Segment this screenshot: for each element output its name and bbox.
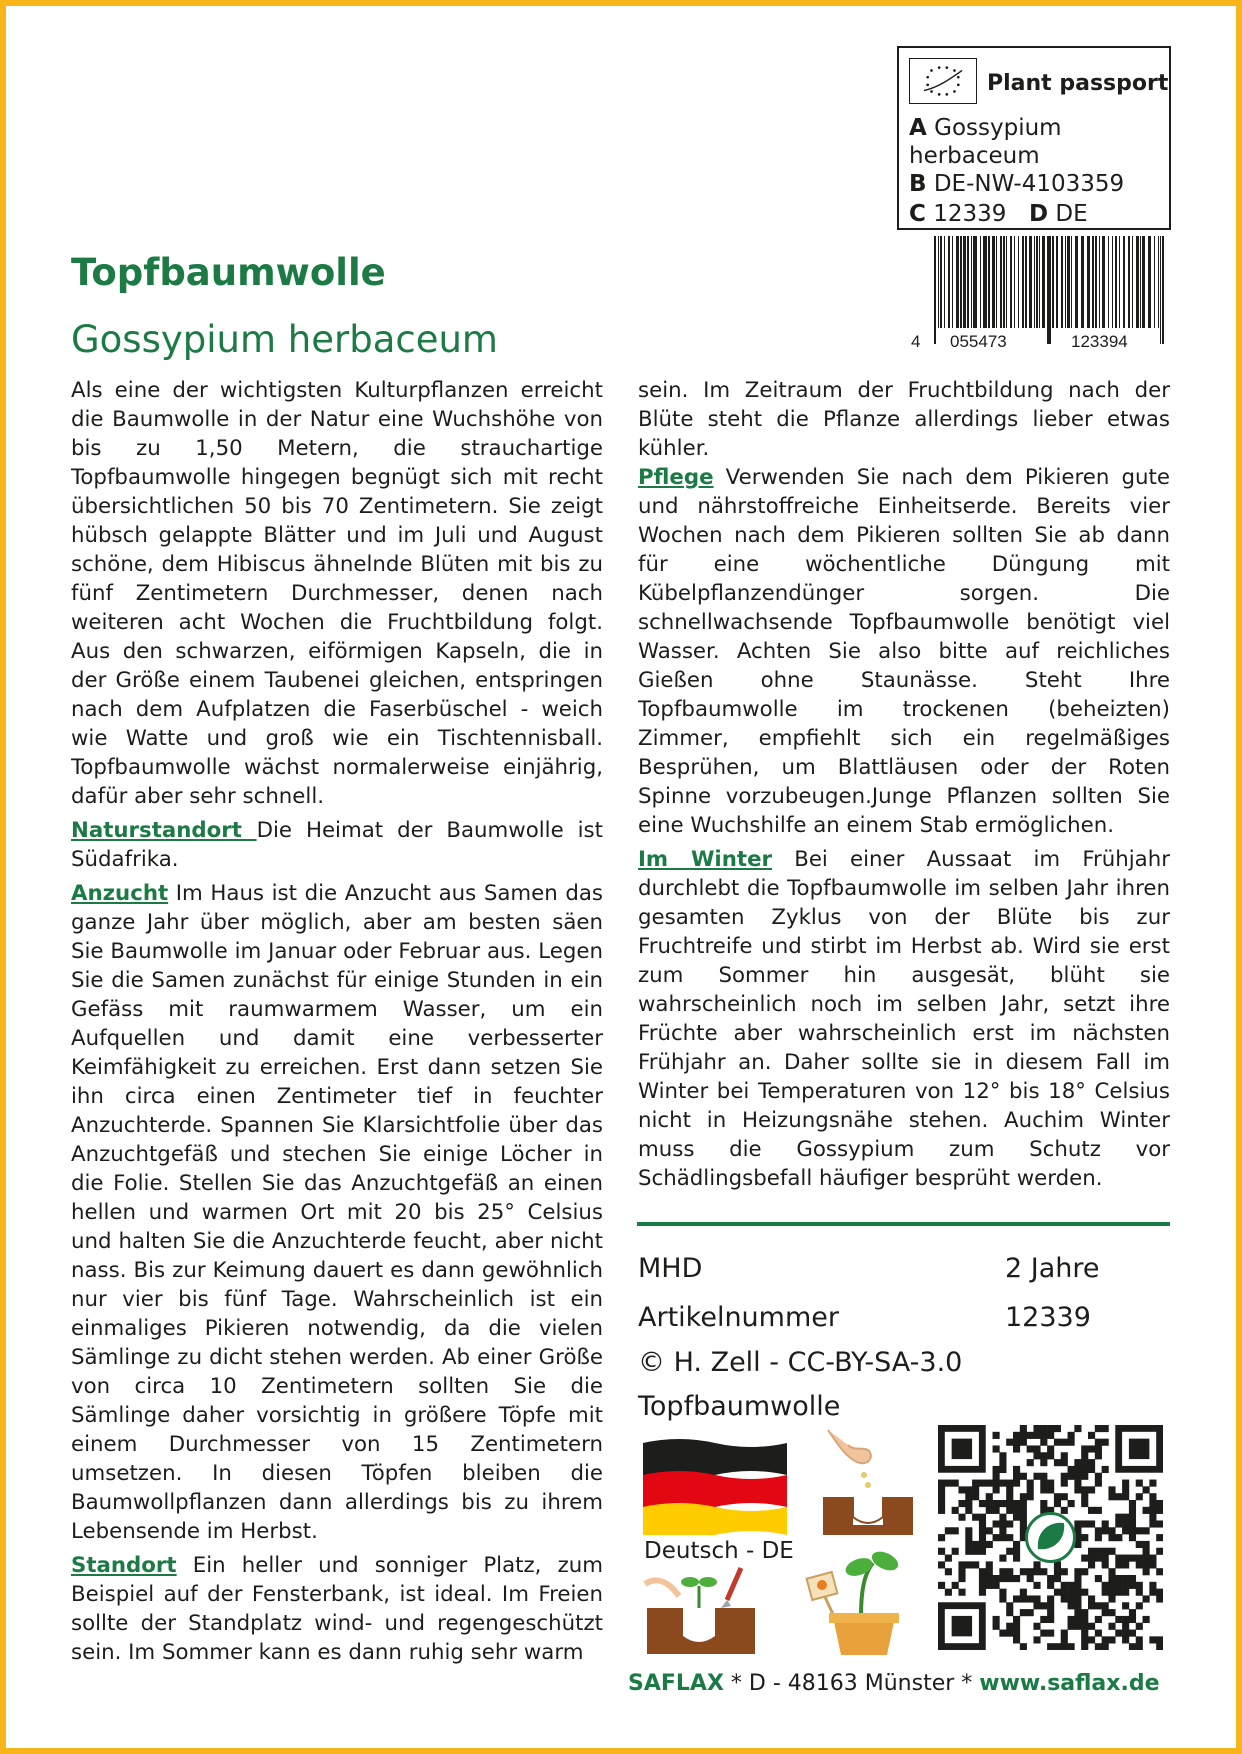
- language-label: Deutsch - DE: [644, 1538, 794, 1564]
- barcode-right-group: 123394: [1071, 332, 1128, 351]
- article-number-label: Artikelnummer: [638, 1302, 839, 1333]
- eu-organic-leaf-icon: [909, 58, 977, 104]
- qr-code-icon: [938, 1425, 1163, 1650]
- plant-passport: [897, 46, 1171, 230]
- pflege-heading: Pflege: [638, 465, 714, 490]
- german-flag-icon: [643, 1437, 787, 1535]
- text-column-right: [638, 376, 1170, 1198]
- product-latin-name: Gossypium herbaceum: [71, 318, 498, 361]
- transplant-icon: [643, 1566, 755, 1654]
- divider: [637, 1222, 1170, 1226]
- mhd-label: MHD: [638, 1253, 703, 1284]
- passport-line-a: A Gossypium herbaceum: [909, 115, 1062, 169]
- passport-line-b: B DE-NW-4103359: [909, 171, 1125, 197]
- passport-line-d: D DE: [1029, 201, 1088, 227]
- barcode-first-digit: 4: [911, 332, 921, 351]
- passport-line-c: C 12339: [909, 201, 1007, 227]
- pflege-paragraph: Pflege Verwenden Sie nach dem Pikieren gute und nährstoffreiche Einheitserde. Bereits vier Wochen nach dem Pikieren sollten Sie ab dann für eine wöchentliche Düngung mit Kübelpflanzendünger sorgen. Die schnellwachsende Topfbaumwolle benötigt viel Wasser. Achten Sie also bitte auf reichliches Gießen ohne Staunässe. Steht Ihre Topfbaumwolle im trockenen (beheizten) Zimmer, empfiehlt sich ein regelmäßiges Besprühen, um Blattläusen oder der Roten Spinne vorzubeugen.Junge Pflanzen sollten Sie eine Wuchshilfe an einem Stab ermöglichen.: [638, 465, 1170, 838]
- anzucht-paragraph: Anzucht Im Haus ist die Anzucht aus Samen das ganze Jahr über möglich, aber am besten säen Sie Baumwolle im Januar oder Februar aus. Legen Sie die Samen zunächst für einige Stunden in ein Gefäss mit raumwarmem Wasser, um ein Aufquellen und damit eine verbesserter Keimfähigkeit zu erreichen. Erst dann setzen Sie ihn circa einen Zentimeter tief in feuchter Anzuchterde. Spannen Sie Klarsichtfolie über das Anzuchtgefäß und stechen Sie einige Löcher in die Folie. Stellen Sie das Anzuchtgefäß an einen hellen und warmen Ort mit 20 bis 25° Celsius und halten Sie die Anzuchterde feucht, aber nicht nass. Bis zur Keimung dauert es dann gewöhnlich nur vier bis fünf Tage. Wahrscheinlich ist ein einmaliges Pikieren notwendig, da die vielen Sämlinge zu dicht stehen werden. Ab einer Größe von circa 10 Zentimetern sollten Sie die Sämlinge daher vorsichtig in größere Töpfe mit einem Durchmesser von 15 Zentimetern umsetzen. In diesen Töpfen bleiben die Baumwollpflanzen dann allerdings bis zu ihrem Lebensende im Herbst.: [71, 881, 603, 1544]
- sowing-hand-icon: [818, 1425, 918, 1535]
- winter-heading: Im Winter: [638, 847, 773, 872]
- address: * D - 48163 Münster *: [723, 1671, 980, 1696]
- image-copyright: © H. Zell - CC-BY-SA-3.0: [638, 1347, 963, 1378]
- barcode-left-group: 055473: [950, 332, 1007, 351]
- passport-title: Plant passport: [987, 71, 1169, 96]
- mhd-value: 2 Jahre: [1005, 1253, 1100, 1284]
- naturstandort-paragraph: Naturstandort Die Heimat der Baumwolle ist Südafrika.: [71, 818, 603, 872]
- standort-continued: sein. Im Zeitraum der Fruchtbildung nach der Blüte steht die Pflanze allerdings lieber etwas kühler.: [638, 378, 1170, 461]
- article-number-value: 12339: [1005, 1302, 1091, 1333]
- text-column-left: [71, 376, 603, 1672]
- footer: [628, 1671, 1160, 1696]
- standort-heading: Standort: [71, 1553, 177, 1578]
- product-name-small: Topfbaumwolle: [638, 1391, 841, 1422]
- winter-paragraph: Im Winter Bei einer Aussaat im Frühjahr durchlebt die Topfbaumwolle im selben Jahr ihren gesamten Zyklus von der Blüte bis zur Fruchtreife und stirbt im Herbst ab. Wird sie erst zum Sommer hin ausgesät, blüht sie wahrscheinlich noch im selben Jahr, setzt ihre Früchte aber wahrscheinlich erst im nächsten Frühjahr an. Daher sollte sie in diesem Fall im Winter bei Temperaturen von 12° bis 18° Celsius nicht in Heizungsnähe stehen. Auchim Winter muss die Gossypium zum Schutz vor Schädlingsbefall häufiger besprüht werden.: [638, 847, 1170, 1191]
- anzucht-heading: Anzucht: [71, 881, 169, 906]
- website-link[interactable]: www.saflax.de: [979, 1671, 1160, 1696]
- barcode-icon: [926, 236, 1170, 346]
- intro-paragraph: Als eine der wichtigsten Kulturpflanzen erreicht die Baumwolle in der Natur eine Wuchshöhe von bis zu 1,50 Metern, die strauchartige Topfbaumwolle hingegen begnügt sich mit recht übersichtlichen 50 bis 70 Zentimetern. Sie zeigt hübsch gelappte Blätter und im Juli und August schöne, dem Hibiscus ähnelnde Blüten mit bis zu fünf Zentimetern Durchmesser, denen nach weiteren acht Wochen die Fruchtbildung folgt. Aus den schwarzen, eiförmigen Kapseln, die in der Größe einem Taubenei gleichen, entspringen nach dem Aufplatzen die Faserbüschel - weich wie Watte und groß wie ein Tischtennisball. Topfbaumwolle wächst normalerweise einjährig, dafür aber sehr schnell.: [71, 378, 603, 809]
- naturstandort-heading: Naturstandort: [71, 818, 257, 843]
- brand-name: SAFLAX: [628, 1671, 724, 1696]
- standort-paragraph: Standort Ein heller und sonniger Platz, zum Beispiel auf der Fensterbank, ist ideal. Im Freien sollte der Standplatz wind- und regengeschützt sein. Im Sommer kann es dann ruhig sehr warm: [71, 1553, 603, 1665]
- product-title: Topfbaumwolle: [71, 251, 386, 294]
- potted-seedling-icon: [803, 1545, 903, 1655]
